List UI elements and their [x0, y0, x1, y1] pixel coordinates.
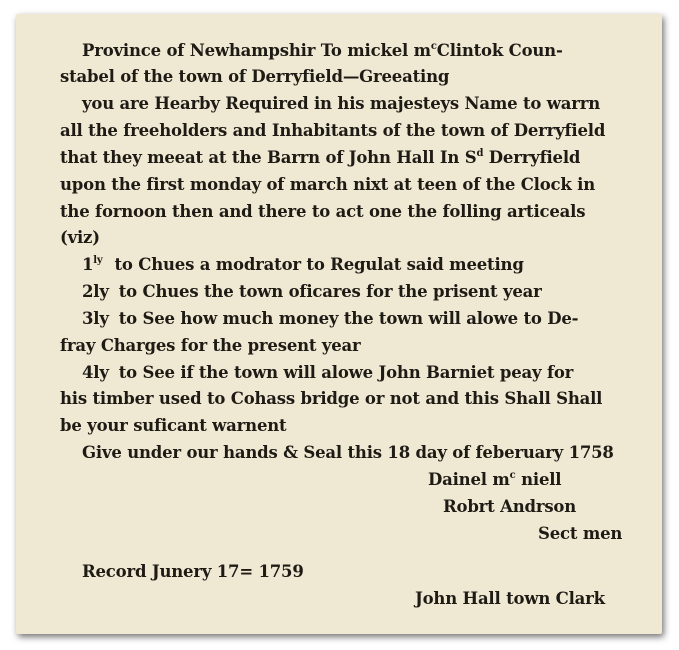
article-3-continued: fray Charges for the present year: [60, 336, 361, 355]
text-line-1: Province of Newhampshir To mickel $m^cClintok$ Coun-: [82, 41, 563, 60]
given-line: Give under our hands & Seal this 18 day of feberuary 1758: [82, 443, 614, 462]
signature-title: Sect men: [538, 524, 623, 543]
record-line: Record Junery 17= 1759: [82, 562, 304, 581]
signature-2: Robrt Andrson: [443, 497, 577, 516]
signature-1: Dainel $m^c$ niell: [428, 470, 562, 489]
article-2: 2ly to Chues the town oficares for the prisent year: [82, 282, 542, 301]
text-line-3: you are Hearby Required in his majesteys Name to warrn: [82, 94, 601, 113]
text-line-6: upon the first monday of march nixt at teen of the Clock in: [60, 175, 596, 194]
article-4-continued: his timber used to Cohass bridge or not and this Shall Shall: [60, 389, 603, 408]
text-line-4: all the freeholders and Inhabitants of the town of Derryfield: [60, 121, 606, 140]
article-4-continued-2: be your suficant warnent: [60, 416, 287, 435]
text-line-2: stabel of the town of Derryfield—Greeating: [60, 67, 450, 86]
text-line-8: (viz): [60, 228, 100, 247]
text-line-5: that they meeat at the Barrn of John Hall In $S^d$ Derryfield: [60, 148, 581, 167]
clerk-line: John Hall town Clark: [415, 589, 605, 608]
article-3: 3ly to See how much money the town will alowe to De-: [82, 309, 579, 328]
text-line-7: the fornoon then and there to act one the folling articeals: [60, 202, 586, 221]
article-1: $1^{ly}$ to Chues a modrator to Regulat said meeting: [82, 255, 524, 274]
article-4: 4ly to See if the town will alowe John Barniet peay for: [82, 363, 574, 382]
document-page: [16, 14, 662, 634]
